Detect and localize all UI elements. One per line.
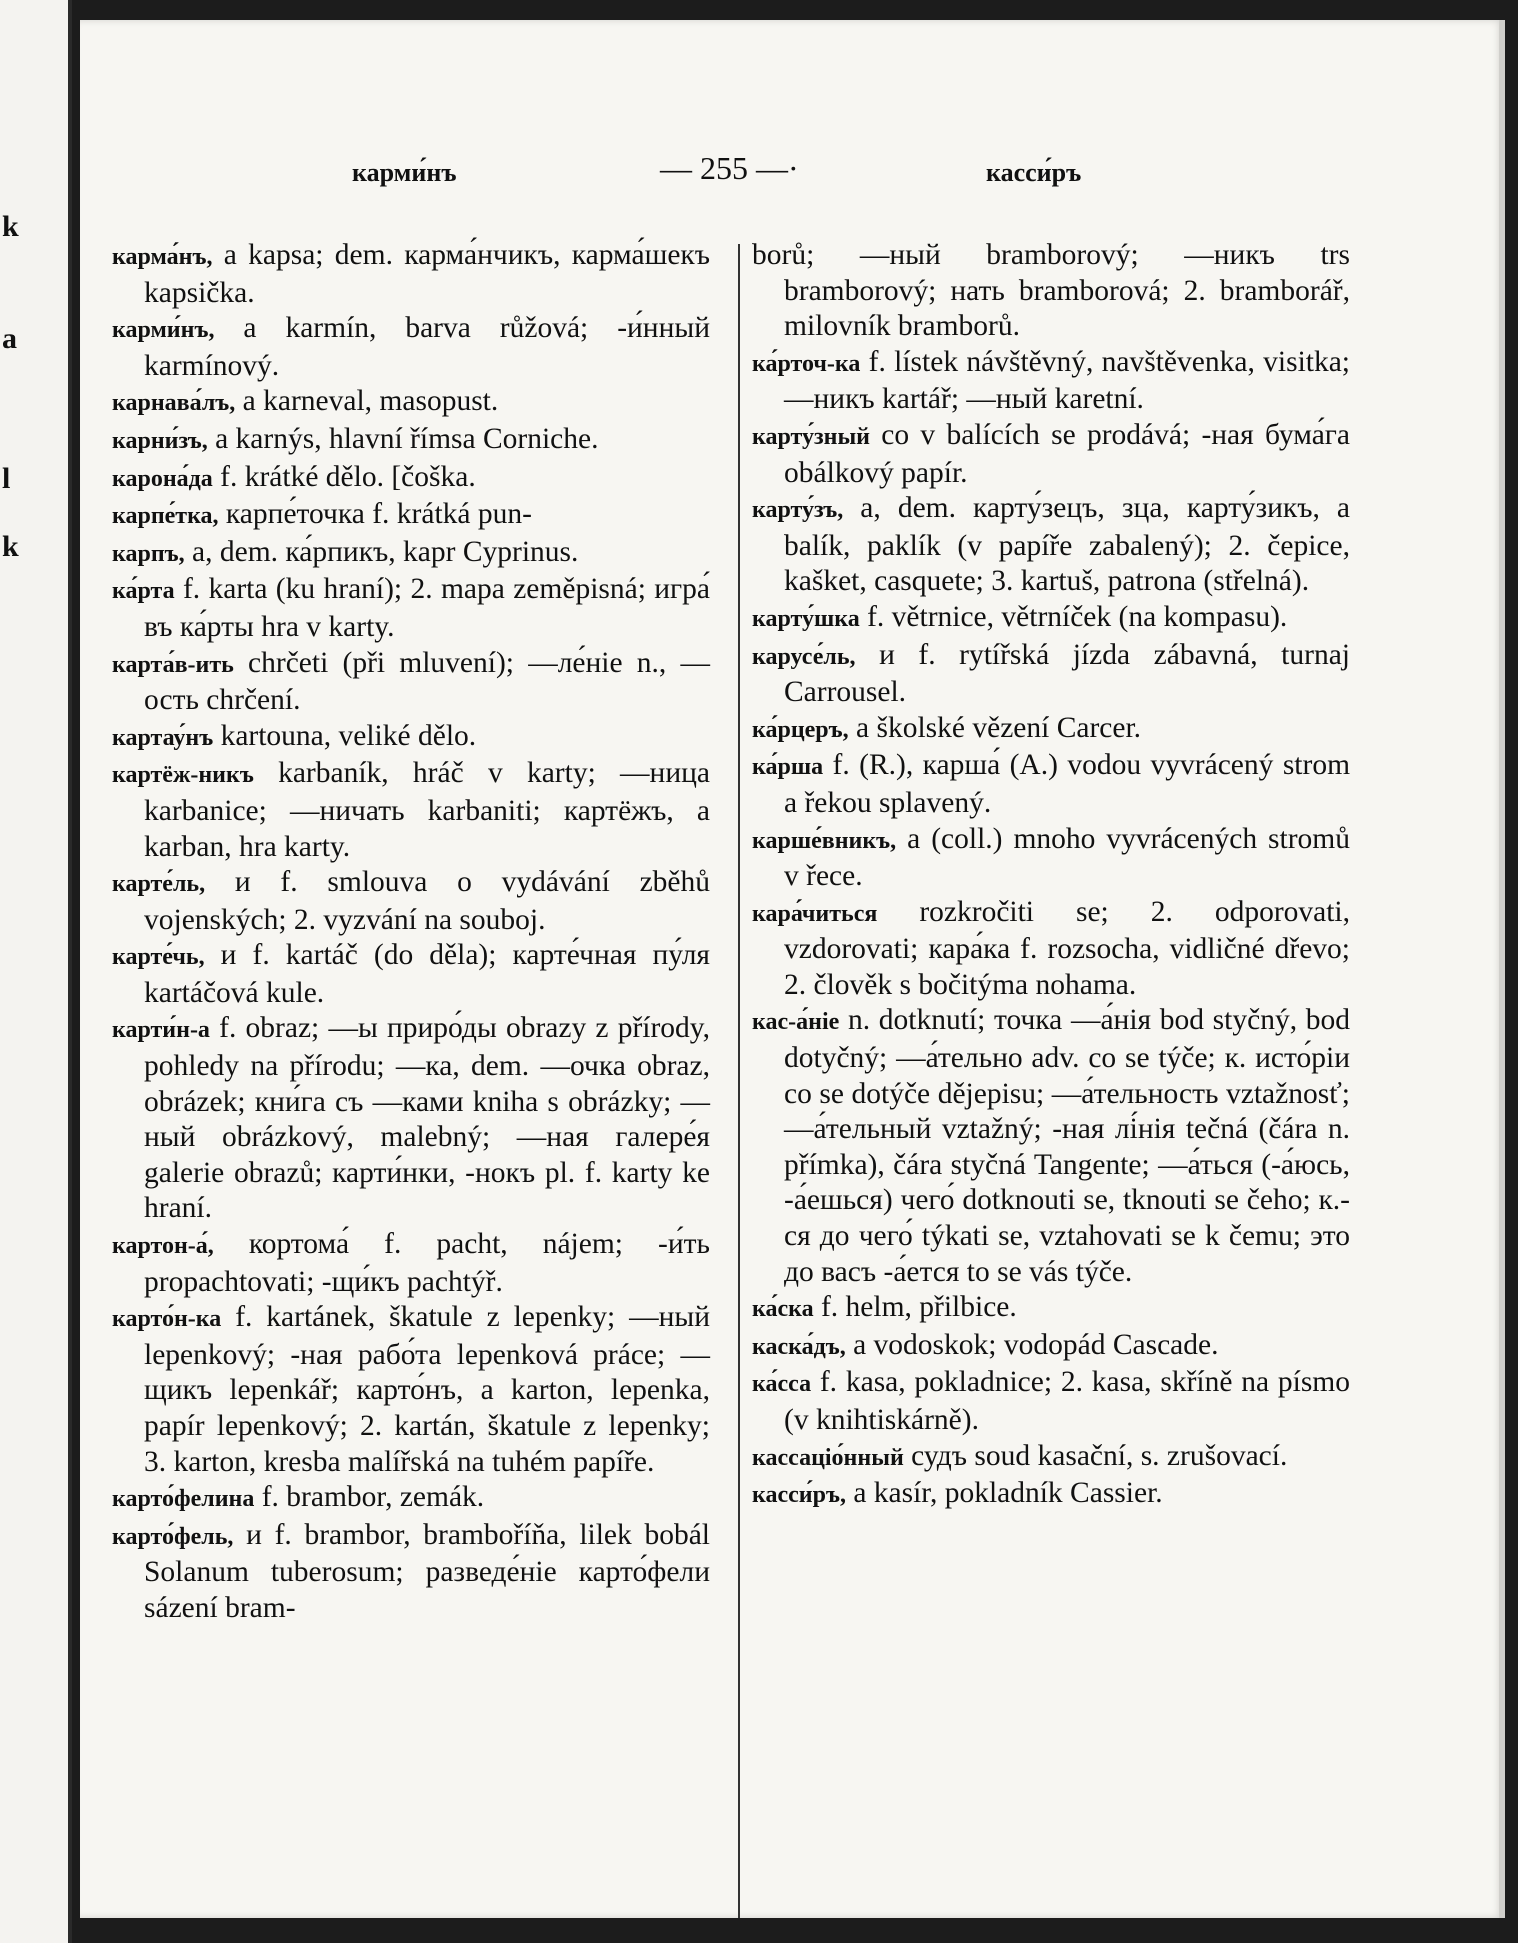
entry-headword: картон-а́, [112, 1233, 214, 1260]
dictionary-entry [752, 638, 1350, 711]
entry-headword: карми́нъ, [112, 317, 215, 344]
left-fragment: k [2, 530, 19, 563]
entry-definition: карпе́точка f. krátká pun- [225, 498, 532, 531]
right-column [752, 238, 1350, 1514]
entry-headword: карма́нъ, [112, 244, 213, 270]
entry-definition: f. helm, přilbice. [820, 1291, 1017, 1324]
dictionary-entry [112, 422, 710, 460]
dictionary-entry [112, 1518, 710, 1627]
left-column [112, 238, 710, 1627]
entry-definition: и f. brambor, bramboříňa, lilek bobál Solanum tuberosum; разведе́ніе карто́фели sázení bram- [144, 1518, 710, 1624]
entry-headword: кас-а́ніе [752, 1009, 840, 1036]
entry-definition: a kasír, pokladník Cassier. [853, 1477, 1163, 1510]
entry-definition: f. větrnice, větrníček (na kompasu). [867, 600, 1288, 633]
entry-headword: ка́сса [752, 1371, 812, 1398]
entry-definition: rozkročiti se; 2. odporovati, vzdorovati; кара́ка f. rozsocha, vidličné dřevo; 2. člověk s bočitýma nohama. [784, 895, 1350, 1001]
entry-definition: a, dem. ка́рпикъ, kapr Cyprinus. [192, 535, 579, 568]
page-edge [1499, 20, 1505, 1918]
dictionary-page [80, 20, 1505, 1918]
entry-definition: a karneval, masopust. [242, 385, 499, 418]
entry-headword: кассаціо́нный [752, 1444, 904, 1471]
entry-headword: карту́шка [752, 605, 860, 632]
entry-definition: f. lístek návštěvný, navštěvenka, visitka; —никъ kartář; —ный karetní. [784, 345, 1351, 416]
entry-definition: f. brambor, zemák. [261, 1481, 485, 1514]
entry-headword: карте́ль, [112, 871, 206, 898]
dictionary-entry [112, 535, 710, 573]
dictionary-entry [752, 1290, 1350, 1328]
entry-definition: borů; —ный bramborový; —никъ trs bramborový; нать bramborová; 2. bramborář, milovník bramborů. [752, 239, 1350, 343]
entry-headword: карни́зъ, [112, 427, 208, 454]
entry-definition: karbaník, hráč v karty; —ница karbanice; —ничать karbaniti; картёжъ, a karban, hra karty. [144, 757, 710, 863]
dictionary-entry [112, 311, 710, 384]
dictionary-entry [112, 497, 710, 535]
column-divider [738, 244, 740, 1918]
entry-definition: и f. smlouva o vydávání zběhů vojenských; 2. vyzvání na souboj. [144, 866, 711, 936]
entry-definition: f. karta (ku hraní); 2. mapa zeměpisná; игра́ въ ка́рты hra v karty. [144, 573, 710, 643]
dictionary-entry [752, 1003, 1350, 1290]
entry-headword: карто́фель, [112, 1523, 234, 1550]
entry-definition: a vodoskok; vodopád Cascade. [853, 1328, 1219, 1361]
dictionary-entry [112, 572, 710, 645]
dictionary-entry [752, 895, 1350, 1004]
entry-definition: f. obraz; —ы приро́ды obrazy z přírody, pohledy na přírodu; —ка, dem. —очка obraz, obrázek; кни́га съ —ками kniha s obrázky; —ный obrázkový, malebný; —ная галере́я galerie obrazů; карти́нки, -нокъ pl. f. karty ke hraní. [144, 1012, 711, 1225]
right-guide-word: касси́ръ [986, 158, 1082, 187]
dictionary-entry [752, 491, 1350, 600]
entry-definition: co v balících se prodává; -ная бума́га obálkový papír. [784, 418, 1350, 489]
entry-definition: a, dem. карту́зецъ, зца, карту́зикъ, a balík, paklík (v papíře zabalený); 2. čepice, kašket, casquete; 3. kartuš, patrona (střelná). [784, 492, 1351, 598]
dictionary-entry [752, 748, 1350, 821]
entry-definition: f. kasa, pokladnice; 2. kasa, skříně na písmo (v knihtiskárně). [784, 1366, 1350, 1436]
dictionary-entry [752, 711, 1350, 749]
entry-headword: карнава́лъ, [112, 390, 236, 417]
left-fragment: k [2, 210, 19, 243]
dictionary-entry [112, 384, 710, 422]
dictionary-entry [752, 418, 1350, 491]
entry-headword: карто́фелина [112, 1486, 255, 1513]
entry-headword: карту́зъ, [752, 497, 844, 524]
dictionary-entry [752, 1328, 1350, 1366]
entry-definition: кортома́ f. pacht, nájem; -и́ть propachtovati; -щи́къ pachtýř. [144, 1228, 710, 1298]
dictionary-entry [112, 719, 710, 757]
page-header [80, 148, 1505, 198]
entry-definition: f. krátké dělo. [čoška. [220, 460, 476, 493]
entry-headword: ка́рточ-ка [752, 350, 861, 377]
dictionary-entry [112, 1300, 710, 1480]
entry-headword: карти́н-а [112, 1017, 210, 1044]
left-fragment: l [2, 462, 11, 495]
left-guide-word: карми́нъ [352, 158, 457, 187]
entry-headword: карте́чь, [112, 944, 205, 971]
dictionary-entry [112, 865, 710, 938]
dictionary-entry [752, 1365, 1350, 1438]
entry-headword: карпе́тка, [112, 503, 219, 530]
entry-headword: картау́нъ [112, 724, 214, 751]
dictionary-entry [752, 345, 1350, 418]
entry-headword: ка́рцеръ, [752, 716, 849, 743]
dictionary-entry [752, 600, 1350, 638]
entry-headword: карту́зный [752, 423, 871, 450]
entry-definition: kartouna, veliké dělo. [220, 719, 477, 752]
left-page-strip [0, 0, 72, 1943]
entry-definition: a školské vězení Carcer. [856, 711, 1142, 744]
entry-headword: карше́вникъ, [752, 827, 897, 854]
dictionary-entry [112, 1227, 710, 1300]
entry-headword: ка́рта [112, 578, 175, 605]
entry-headword: картёж-никъ [112, 762, 254, 789]
dictionary-entry [112, 938, 710, 1011]
entry-definition: n. dotknutí; точка —а́нія bod styčný, bod dotyčný; —а́тельно adv. co se týče; к. исто́ріи co se dotýče dějepisu; —а́тельность vztažnosť; —а́тельный vztažný; -ная лі́нія tečná (čára n. přímka), čára styčná Tangente; —а́ться (-а́юсь, -а́ешься) чего́ dotknouti se, tknouti se čeho; к.-ся до чего́ týkati se, vztahovati se k čemu; это до васъ -а́ется to se vás týče. [784, 1004, 1351, 1288]
entry-headword: карто́н-ка [112, 1306, 222, 1333]
entry-definition: f. kartánek, škatule z lepenky; —ный lepenkový; -ная рабо́та lepenková práce; —щикъ lepenkář; карто́нъ, a karton, lepenka, papír lepenkový; 2. kartán, škatule z lepenky; 3. karton, kresba malířská na tuhém papíře. [144, 1301, 710, 1478]
entry-definition: судъ soud kasační, s. zrušovací. [911, 1439, 1288, 1472]
entry-headword: карусе́ль, [752, 643, 856, 670]
dictionary-entry [752, 238, 1350, 345]
dictionary-entry [752, 1439, 1350, 1477]
entry-definition: a kapsa; dem. карма́нчикъ, карма́шекъ kapsička. [144, 239, 710, 309]
dictionary-entry [112, 460, 710, 498]
entry-headword: карона́да [112, 465, 213, 492]
entry-definition: a karmín, barva růžová; -и́нный karmínový. [144, 312, 710, 382]
entry-definition: и f. rytířská jízda zábavná, turnaj Carrousel. [784, 638, 1350, 709]
entry-headword: карта́в-ить [112, 651, 234, 678]
dictionary-entry [112, 646, 710, 719]
entry-definition: a karnýs, hlavní římsa Corniche. [215, 422, 599, 455]
dictionary-entry [112, 1011, 710, 1227]
entry-headword: ка́рша [752, 754, 824, 781]
entry-definition: f. (R.), карша́ (A.) vodou vyvrácený strom a řekou splavený. [784, 749, 1351, 819]
entry-definition: и f. kartáč (do děla); карте́чная пу́ля kartáčová kule. [144, 939, 711, 1009]
dictionary-entry [752, 1476, 1350, 1514]
entry-headword: ка́ска [752, 1296, 814, 1323]
entry-definition: a (coll.) mnoho vyvrácených stromů v řece. [784, 822, 1350, 893]
entry-headword: карпъ, [112, 540, 185, 567]
dictionary-entry [112, 238, 710, 311]
entry-headword: кара́читься [752, 900, 878, 927]
dictionary-entry [112, 1480, 710, 1518]
page-number: — 255 —· [660, 150, 799, 186]
entry-headword: каска́дъ, [752, 1333, 846, 1360]
entry-definition: chrčeti (při mluvení); —ле́ніе n., —ость chrčení. [144, 646, 710, 717]
left-fragment: a [2, 322, 17, 355]
entry-headword: касси́ръ, [752, 1482, 846, 1509]
dictionary-entry [752, 822, 1350, 895]
dictionary-entry [112, 756, 710, 865]
